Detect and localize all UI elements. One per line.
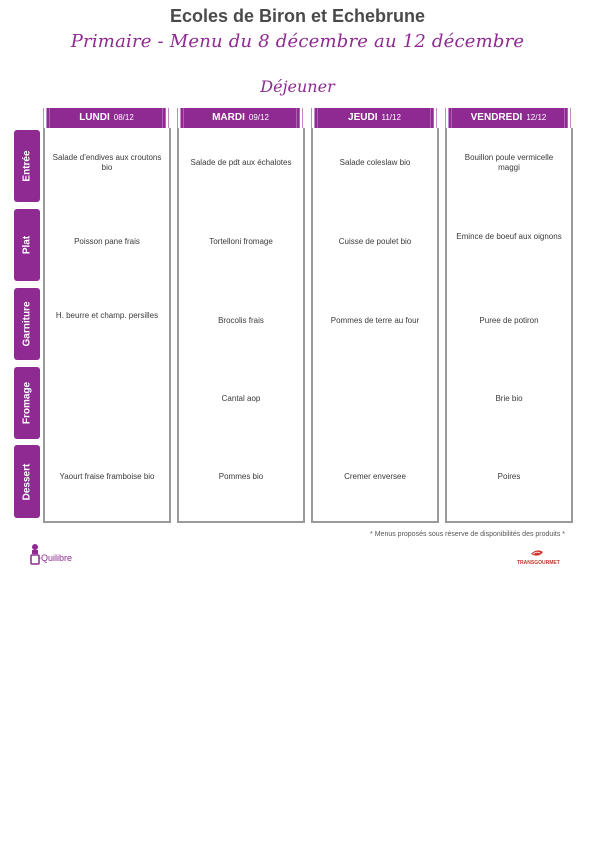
brush-decoration: [43, 108, 51, 128]
menu-item-garniture: H. beurre et champ. persilles: [55, 311, 159, 320]
menu-item-entree: Salade coleslaw bio: [339, 158, 411, 167]
brush-decoration: [311, 108, 319, 128]
day-menu-box: [311, 128, 439, 523]
menu-item-dessert: Yaourt fraise framboise bio: [59, 472, 155, 481]
row-label-text: Fromage: [21, 381, 33, 425]
day-column-jeudi: [311, 106, 438, 523]
menu-item-entree: Salade de pdt aux échalotes: [190, 158, 292, 167]
day-date: 08/12: [113, 113, 134, 122]
equilibre-logo-text: -Quilibre: [38, 553, 73, 563]
brush-decoration: [430, 108, 438, 128]
menu-item-garniture: Puree de potiron: [479, 316, 539, 325]
menu-item-plat: Poisson pane frais: [74, 237, 140, 246]
menu-item-garniture: Brocolis frais: [218, 316, 264, 325]
row-label-text: Plat: [21, 235, 33, 255]
day-menu-box: [43, 128, 171, 523]
day-column-vendredi: [445, 106, 572, 523]
day-name: VENDREDI: [470, 112, 523, 123]
menu-item-fromage: Cantal aop: [221, 394, 261, 403]
day-header: [181, 108, 300, 128]
brush-decoration: [162, 108, 170, 128]
day-menu-box: [445, 128, 573, 523]
menu-item-plat: Emince de boeuf aux oignons: [456, 232, 562, 241]
menu-item-plat: Cuisse de poulet bio: [338, 237, 412, 246]
day-header: [449, 108, 568, 128]
brush-decoration: [564, 108, 572, 128]
menu-item-entree: Salade d'endives aux croutons bio: [52, 153, 162, 172]
row-label-text: Entrée: [21, 150, 33, 182]
equilibre-logo: [30, 544, 90, 566]
row-label-dessert: [14, 445, 40, 518]
day-date: 12/12: [526, 113, 547, 122]
page-title: Ecoles de Biron et Echebrune: [169, 6, 426, 26]
transgourmet-logo-text: TRANSGOURMET: [517, 560, 560, 566]
menu-item-plat: Tortelloni fromage: [209, 237, 273, 246]
transgourmet-logo: [517, 548, 561, 568]
day-date: 11/12: [381, 113, 401, 122]
day-header: [47, 108, 166, 128]
day-date: 09/12: [248, 113, 269, 122]
day-name: LUNDI: [79, 112, 110, 123]
day-column-lundi: [43, 106, 170, 523]
brush-decoration: [296, 108, 304, 128]
row-label-fromage: [14, 367, 40, 439]
day-name: MARDI: [212, 112, 245, 123]
availability-note: * Menus proposés sous réserve de disponibilités des produits *: [370, 531, 565, 538]
page-subtitle: Primaire - Menu du 8 décembre au 12 décembre: [70, 31, 525, 52]
day-header: [315, 108, 434, 128]
menu-item-fromage: Brie bio: [495, 394, 523, 403]
day-column-mardi: [177, 106, 304, 523]
row-label-text: Dessert: [21, 463, 33, 500]
day-name: JEUDI: [348, 112, 378, 123]
menu-item-dessert: Cremer enversee: [344, 472, 406, 481]
menu-item-dessert: Poires: [497, 472, 521, 481]
menu-item-dessert: Pommes bio: [218, 472, 264, 481]
day-menu-box: [177, 128, 305, 523]
menu-item-garniture: Pommes de terre au four: [330, 316, 420, 325]
brush-decoration: [445, 108, 453, 128]
row-label-text: Garniture: [21, 301, 33, 347]
row-label-garniture: [14, 288, 40, 360]
menu-item-entree: Bouillon poule vermicelle maggi: [464, 153, 554, 172]
row-label-plat: [14, 209, 40, 281]
brush-decoration: [177, 108, 185, 128]
meal-heading: Déjeuner: [260, 77, 335, 96]
row-label-entree: [14, 130, 40, 202]
